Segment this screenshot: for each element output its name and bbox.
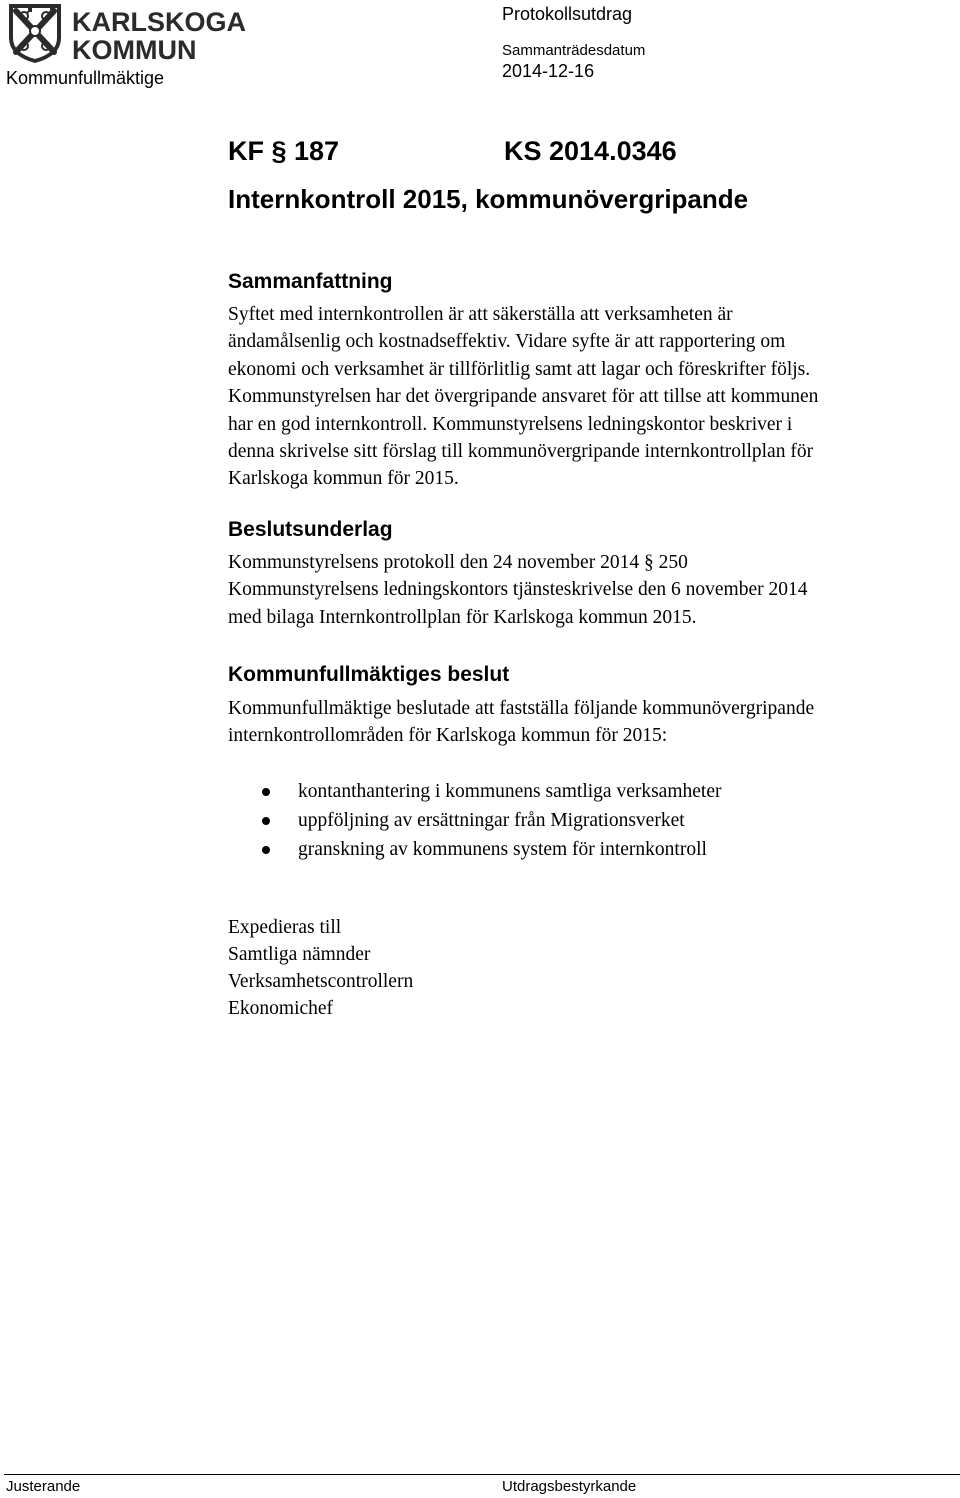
document-type: Protokollsutdrag [502, 4, 633, 24]
footer-divider [4, 1474, 960, 1475]
summary-text [228, 301, 940, 493]
karlskoga-kommun-logo [6, 2, 246, 65]
summary-line: ändamålsenlig och kostnadseffektiv. Vidare syfte är att rapportering om [228, 331, 786, 353]
list-item [228, 777, 721, 806]
list-item-text: uppföljning av ersättningar från Migrationsverket [298, 810, 685, 831]
list-item-text: kontanthantering i kommunens samtliga verksamheter [298, 781, 722, 802]
case-number: KS 2014.0346 [504, 136, 677, 166]
basis-line: Kommunstyrelsens ledningskontors tjänsteskrivelse den 6 november 2014 [228, 579, 808, 601]
basis-line: Kommunstyrelsens protokoll den 24 november 2014 § 250 [228, 552, 688, 573]
decision-text [228, 695, 940, 750]
summary-line: Syftet med internkontrollen är att säkerställa att verksamheten är [228, 304, 733, 325]
distribution-recipient: Ekonomichef [228, 998, 334, 1019]
distribution-list [228, 914, 413, 1022]
logo-line-2: KOMMUN [72, 35, 197, 65]
decision-heading: Kommunfullmäktiges beslut [228, 663, 510, 686]
footer-initials-label: Justerande [6, 1478, 81, 1495]
distribution-recipient: Verksamhetscontrollern [228, 971, 414, 992]
meeting-date-label: Sammanträdesdatum [502, 42, 646, 59]
distribution-heading: Expedieras till [228, 917, 342, 938]
list-item [228, 806, 721, 835]
page-title: Internkontroll 2015, kommunövergripande [228, 184, 749, 214]
meeting-date-value: 2014-12-16 [502, 61, 595, 81]
body-name: Kommunfullmäktige [6, 68, 165, 88]
bullet-icon [262, 788, 270, 796]
distribution-recipient: Samtliga nämnder [228, 944, 371, 965]
paragraph-reference: KF § 187 [228, 136, 340, 166]
summary-line: ekonomi och verksamhet är tillförlitlig samt att lagar och föreskrifter följs. [228, 358, 811, 380]
summary-line: Karlskoga kommun för 2015. [228, 468, 459, 490]
basis-line: med bilaga Internkontrollplan för Karlskoga kommun 2015. [228, 606, 697, 628]
footer-certification-label: Utdragsbestyrkande [502, 1478, 637, 1495]
bullet-icon [262, 846, 270, 854]
decision-line: Kommunfullmäktige beslutade att fastställa följande kommunövergripande [228, 698, 815, 719]
bullet-icon [262, 817, 270, 825]
list-item-text: granskning av kommunens system för internkontroll [298, 839, 707, 860]
list-item [228, 835, 721, 864]
decision-bullet-list [228, 777, 721, 864]
summary-line: har en god internkontroll. Kommunstyrelsens ledningskontor beskriver i [228, 413, 793, 435]
decision-line: internkontrollområden för Karlskoga kommun för 2015: [228, 725, 668, 747]
basis-text [228, 549, 940, 631]
paragraph-reference-line [228, 136, 677, 167]
logo-line-1: KARLSKOGA [72, 7, 246, 37]
summary-line: denna skrivelse sitt förslag till kommunövergripande internkontrollplan för [228, 441, 814, 463]
summary-line: Kommunstyrelsen har det övergripande ansvaret för att tillse att kommunen [228, 386, 819, 408]
summary-heading: Sammanfattning [228, 270, 393, 293]
coat-of-arms-icon [6, 2, 246, 65]
basis-heading: Beslutsunderlag [228, 518, 393, 541]
